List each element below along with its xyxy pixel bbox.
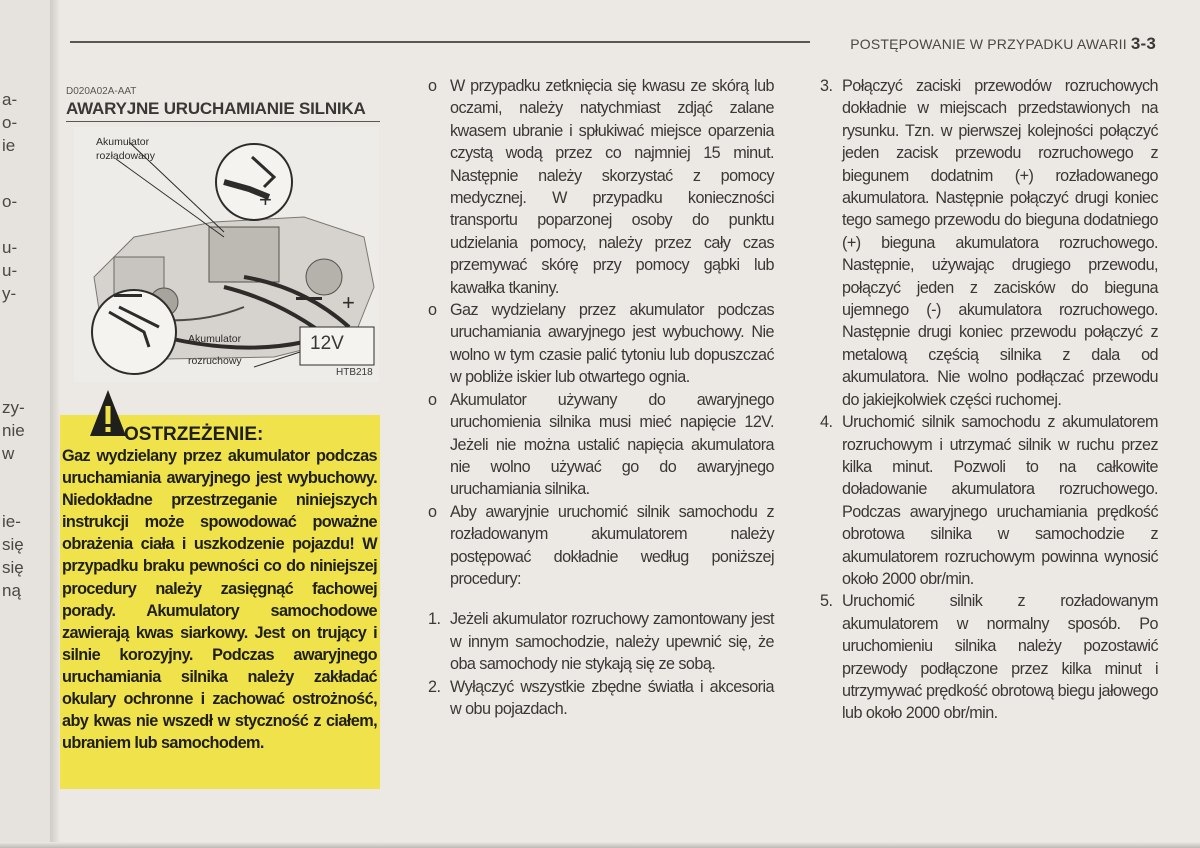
prev-page-fragment: ną	[2, 581, 21, 600]
figure-label-booster: Akumulator rozruchowy	[188, 333, 242, 367]
doc-code: D020A02A-AAT	[66, 86, 137, 97]
running-header	[850, 34, 1156, 54]
bullet-item: o W przypadku zetknięcia się kwasu ze skórą lub oczami, należy natychmiast zdjąć zalane kwasem ubranie i spłukiwać miejsce oparzenia czystą wodą przez co najmniej 15 minut. Następnie należy skorzystać z pomocy medycznej. W przypadku konieczności transportu poparzonej osoby do punktu udzielania pomocy, należy przez cały czas przemywać skórę przy pomocy gąbki lub kawałka tkaniny.	[428, 77, 774, 297]
figure-label-discharged: Akumulator rozładowany	[96, 136, 155, 162]
page-bottom-edge	[0, 842, 1200, 848]
book-gutter	[50, 0, 60, 848]
prev-page-fragment: w	[2, 444, 15, 463]
svg-text:+: +	[342, 290, 355, 315]
prev-page-fragment: u-	[2, 238, 18, 257]
page-title: AWARYJNE URUCHAMIANIE SILNIKA	[66, 99, 366, 118]
bullet-item: o Aby awaryjnie uruchomić silnik samochodu z rozładowanym akumulatorem należy postępować dokładnie według poniższej procedury:	[428, 502, 774, 588]
previous-page-edge	[0, 0, 51, 848]
prev-page-fragment: y-	[2, 284, 17, 303]
figure-code: HTB218	[336, 367, 373, 378]
jump-start-figure	[74, 127, 379, 382]
prev-page-fragment: się	[2, 535, 24, 554]
warning-text: Gaz wydzielany przez akumulator podczas uruchamiania awaryjnego jest wybuchowy. Niedokładne przestrzeganie niniejszych instrukcji może spowodować poważne obrażenia ciała i uszkodzenie pojazdu! W przypadku braku pewności co do niniejszej procedury należy zasięgnąć fachowej porady. Akumulatory samochodowe zawierają kwas siarkowy. Jest on trujący i silnie korozyjny. Podczas awaryjnego uruchamiania silnika należy zakładać okulary ochronne i zachować ostrożność, aby kwas nie wszedł w styczność z ciałem, ubraniem lub samochodem.	[62, 447, 377, 753]
prev-page-fragment: nie	[2, 421, 25, 440]
bullet-item: o Gaz wydzielany przez akumulator podczas uruchamiania awaryjnego jest wybuchowy. Nie wolno w tym czasie palić tytoniu lub dopuszczać w pobliże iskier lub otwartego ognia.	[428, 301, 774, 387]
step-item: 2. Wyłączyć wszystkie zbędne światła i akcesoria w obu pojazdach.	[428, 677, 774, 718]
page-number: 3-3	[1130, 34, 1156, 53]
prev-page-fragment: zy-	[2, 398, 25, 417]
header-rule	[70, 41, 810, 43]
prev-page-fragment: o-	[2, 113, 18, 132]
prev-page-fragment: się	[2, 558, 24, 577]
step-item: 4. Uruchomić silnik samochodu z akumulatorem rozruchowym i utrzymać silnik w ruchu przez kilka minut. Pozwoli to na całkowite doładowanie akumulatora rozruchowego. Podczas awaryjnego uruchamiania prędkość obrotowa silnika w samochodzie z akumulatorem rozruchowym powinna wynosić około 2000 obr/min.	[820, 413, 1158, 588]
column-right	[820, 75, 1158, 725]
warning-icon	[88, 388, 128, 438]
prev-page-fragment: o-	[2, 192, 18, 211]
title-rule	[66, 121, 380, 122]
warning-title: OSTRZEŻENIE:	[124, 424, 264, 445]
step-item: 3. Połączyć zaciski przewodów rozruchowych dokładnie w miejscach przedstawionych na rysunku. Tzn. w pierwszej kolejności połączyć jeden zacisk przewodu rozruchowego z biegunem dodatnim (+) rozładowanego akumulatora. Następnie połączyć drugi koniec tego samego przewodu do bieguna dodatniego (+) bieguna akumulatora rozruchowego. Następnie, używając drugiego przewodu, połączyć jeden z zacisków do bieguna ujemnego (-) akumulatora rozruchowego. Następnie drugi koniec przewodu połączyć z metalową częścią silnika z dala od akumulatora. Nie wolno podłączać przewodu do jakiejkolwiek części ruchomej.	[820, 77, 1158, 409]
step-item: 1. Jeżeli akumulator rozruchowy zamontowany jest w innym samochodzie, należy upewnić się, że oba samochody nie stykają się ze sobą.	[428, 610, 774, 674]
step-item: 5. Uruchomić silnik z rozładowanym akumulatorem w normalny sposób. Po uruchomieniu silnika należy pozostawić przewody podłączone przez kilka minut i utrzymywać prędkość obrotową biegu jałowego lub około 2000 obr/min.	[820, 592, 1158, 723]
svg-text:+: +	[259, 187, 272, 212]
prev-page-fragment: u-	[2, 261, 18, 280]
column-middle	[428, 75, 774, 720]
prev-page-fragment: ie	[2, 136, 16, 155]
prev-page-fragment: ie-	[2, 512, 21, 531]
section-title: POSTĘPOWANIE W PRZYPADKU AWARII	[850, 36, 1127, 52]
voltage-label: 12V	[310, 333, 344, 354]
prev-page-fragment: a-	[2, 90, 18, 109]
bullet-item: o Akumulator używany do awaryjnego uruchomienia silnika musi mieć napięcie 12V. Jeżeli nie można ustalić napięcia akumulatora nie wolno używać go do awaryjnego uruchamiania silnika.	[428, 390, 774, 499]
